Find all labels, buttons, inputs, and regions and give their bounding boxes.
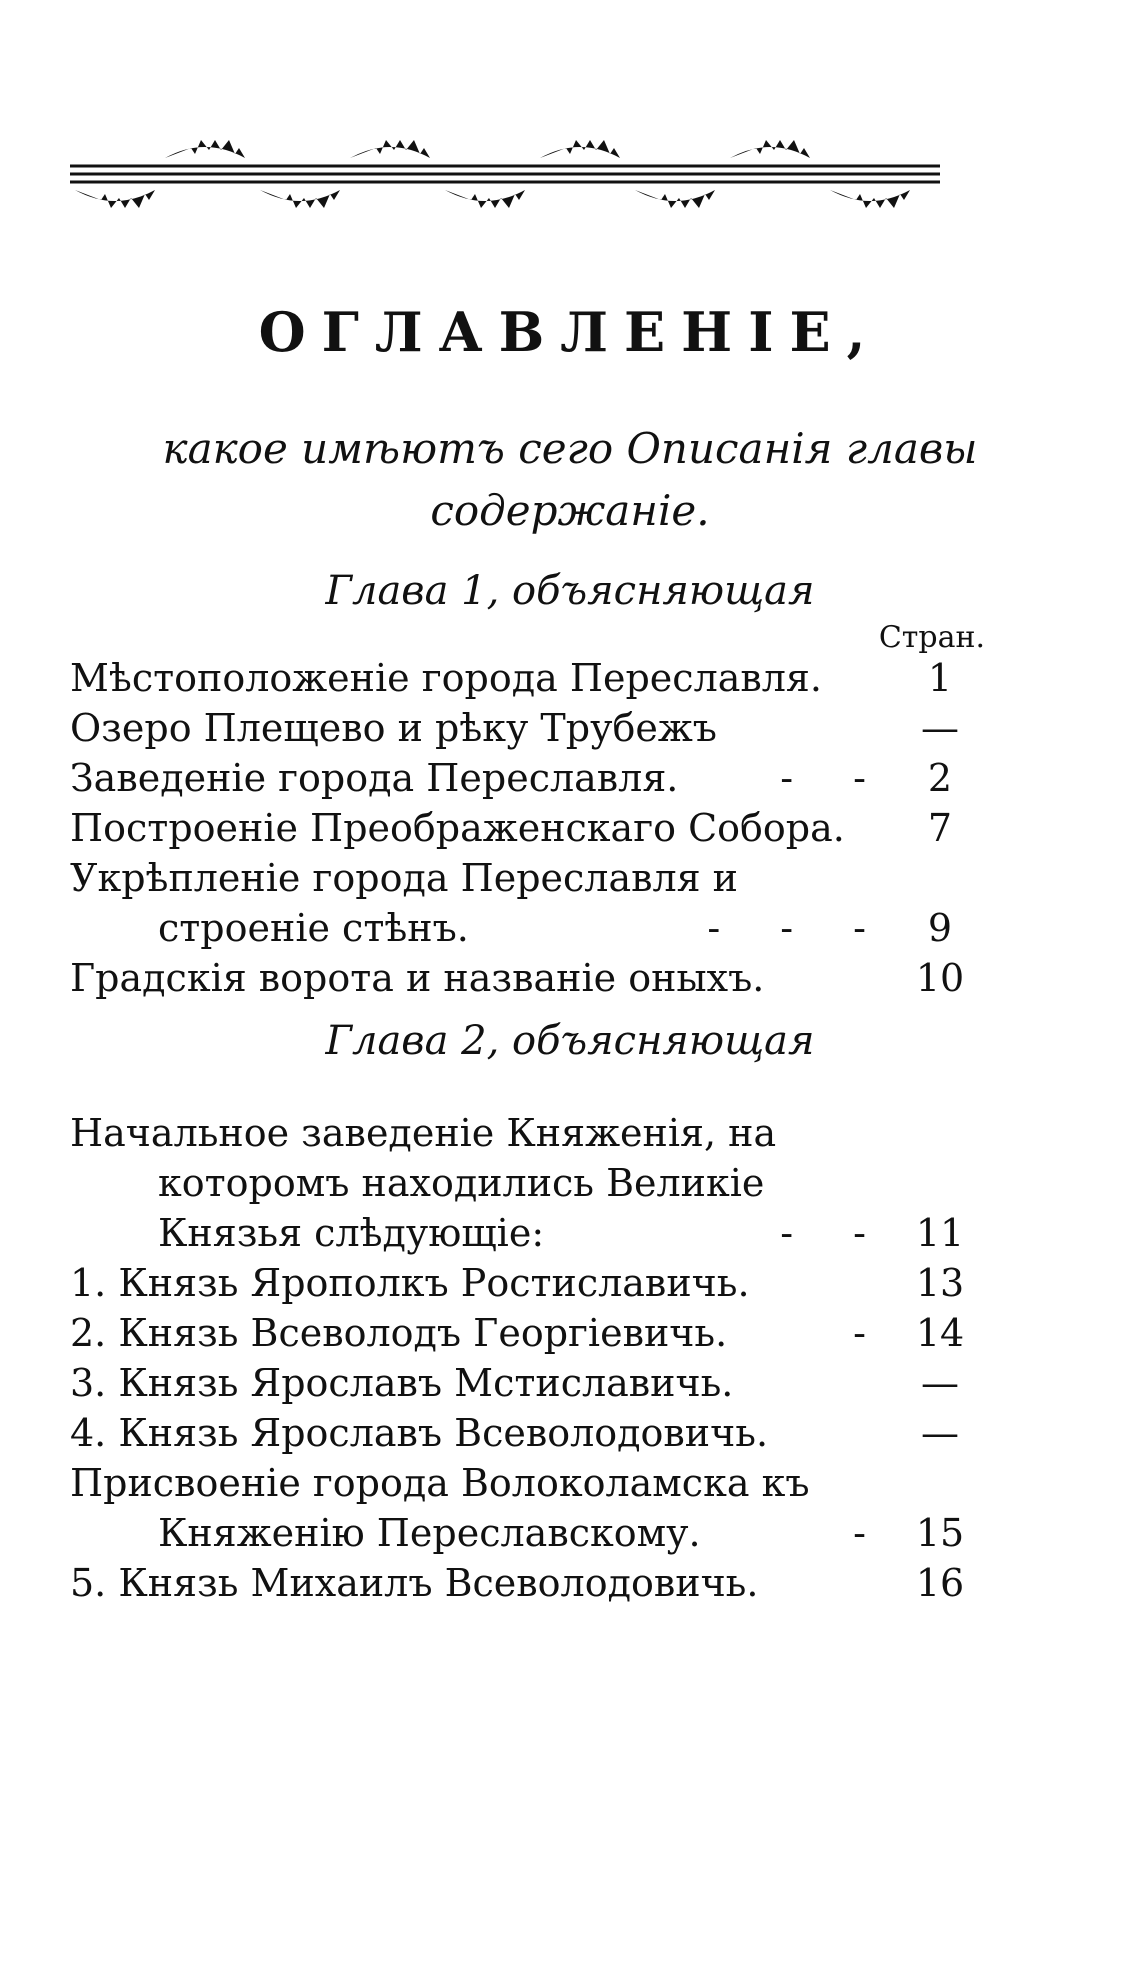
toc-entry-text: 4. Князь Ярославъ Всеволодовичь. — [70, 1411, 769, 1455]
toc-entry-page: 11 — [915, 1211, 965, 1255]
toc-entry-text: Мѣстоположеніе города Переславля. — [70, 656, 822, 700]
page-title: ОГЛАВЛЕНІЕ, — [258, 300, 882, 364]
toc-entry-leader: - - — [780, 1211, 890, 1255]
toc-entry-text: Озеро Плещево и рѣку Трубежъ — [70, 706, 717, 750]
ornament-band-icon — [70, 118, 940, 228]
toc-entry-page: 16 — [915, 1561, 965, 1605]
toc-entry-text: Князья слѣдующіе: — [158, 1211, 545, 1255]
toc-entry — [70, 903, 970, 953]
toc-entry — [70, 1458, 970, 1508]
toc-entry-page: 7 — [927, 806, 953, 850]
toc-entry-text: строеніе стѣнъ. — [158, 906, 469, 950]
toc-entry — [70, 1108, 970, 1158]
toc-entry-text: которомъ находились Великіе — [158, 1161, 765, 1205]
chapter-1-toc — [70, 653, 970, 1003]
toc-entry-text: 5. Князь Михаилъ Всеволодовичь. — [70, 1561, 759, 1605]
toc-entry-text: Княженію Переславскому. — [158, 1511, 701, 1555]
toc-entry — [70, 1258, 970, 1308]
toc-entry-text: Градскія ворота и названіе оныхъ. — [70, 956, 765, 1000]
toc-entry-leader: - — [853, 1511, 890, 1555]
chapter-2-toc — [70, 1108, 970, 1608]
toc-entry-page: 14 — [915, 1311, 965, 1355]
toc-entry-text: Укрѣпленіе города Переславля и — [70, 856, 739, 900]
toc-entry — [70, 1158, 970, 1208]
toc-entry-page: 13 — [915, 1261, 965, 1305]
subtitle-line: какое имѣютъ сего Описанія главы — [162, 424, 978, 473]
chapter-2-heading: Глава 2, объясняющая — [325, 1018, 815, 1064]
toc-entry-text: 3. Князь Ярославъ Мстиславичь. — [70, 1361, 734, 1405]
toc-entry — [70, 753, 970, 803]
toc-entry — [70, 653, 970, 703]
chapter-1-heading: Глава 1, объясняющая — [325, 568, 815, 614]
toc-entry-text: Начальное заведеніе Княженія, на — [70, 1111, 777, 1155]
toc-entry-text: Присвоеніе города Волоколамска къ — [70, 1461, 810, 1505]
toc-entry-page: 15 — [915, 1511, 965, 1555]
toc-entry — [70, 1358, 970, 1408]
toc-entry-page: 10 — [915, 956, 965, 1000]
toc-entry-page: 2 — [927, 756, 953, 800]
toc-entry-leader: - - - — [707, 906, 890, 950]
toc-entry-page: 9 — [927, 906, 953, 950]
toc-entry — [70, 1308, 970, 1358]
toc-entry-page: — — [921, 1361, 959, 1405]
toc-entry-page: — — [921, 1411, 959, 1455]
toc-entry-text: 2. Князь Всеволодъ Георгіевичь. — [70, 1311, 728, 1355]
toc-entry-text: Заведеніе города Переславля. — [70, 756, 679, 800]
pages-column-label: Стран. — [878, 620, 985, 655]
toc-entry-leader: - — [853, 1311, 890, 1355]
toc-entry-page: — — [921, 706, 959, 750]
subtitle-line: содержаніе. — [430, 486, 710, 535]
toc-entry — [70, 1208, 970, 1258]
toc-entry — [70, 1508, 970, 1558]
toc-entry — [70, 703, 970, 753]
toc-entry-text: 1. Князь Ярополкъ Ростиславичь. — [70, 1261, 750, 1305]
toc-entry — [70, 803, 970, 853]
toc-entry — [70, 853, 970, 903]
toc-entry — [70, 1408, 970, 1458]
toc-entry-leader: - - — [780, 756, 890, 800]
page-subtitle — [0, 418, 1140, 542]
toc-entry-text: Построеніе Преображенскаго Собора. — [70, 806, 845, 850]
toc-entry — [70, 953, 970, 1003]
toc-entry-page: 1 — [927, 656, 953, 700]
toc-entry — [70, 1558, 970, 1608]
